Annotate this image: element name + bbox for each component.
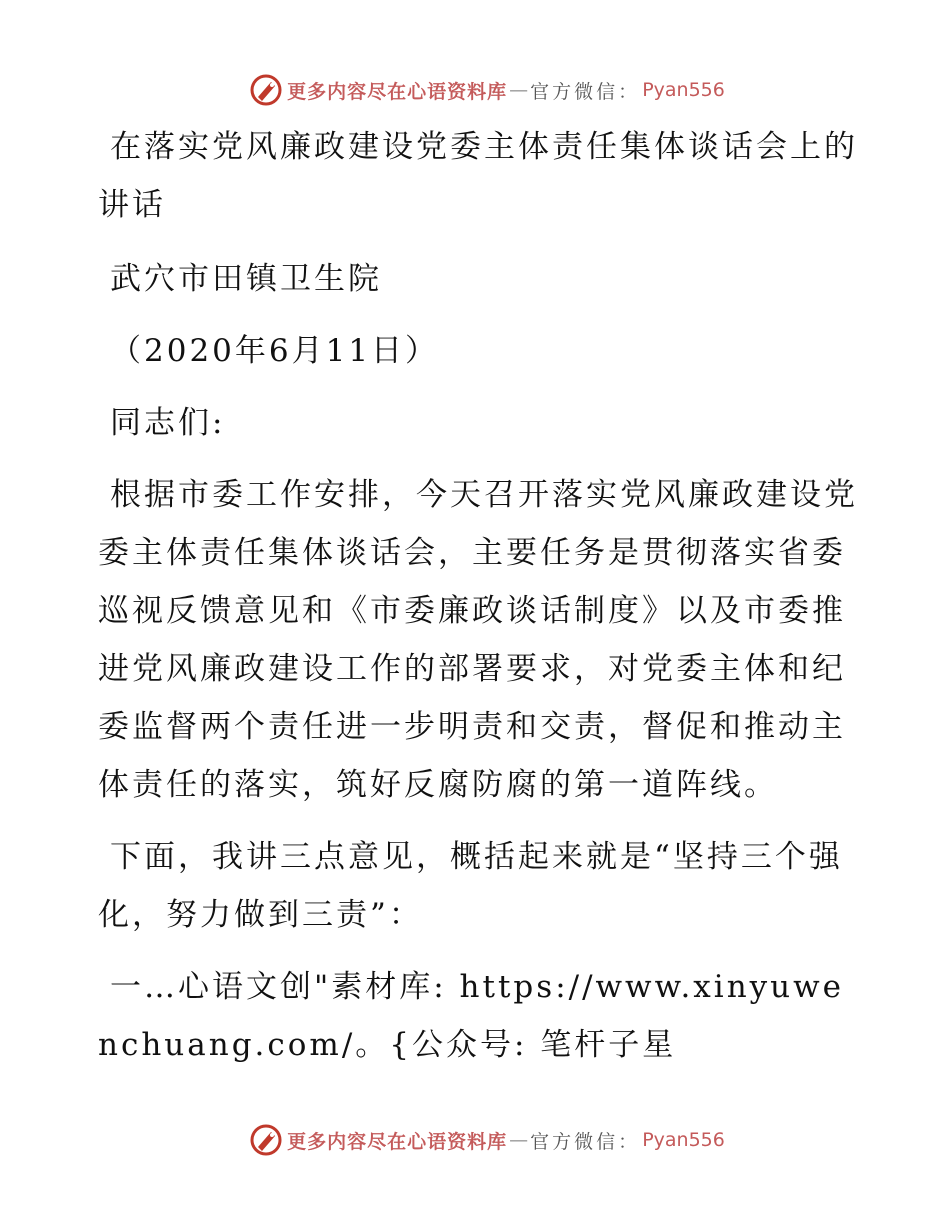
watermark-official-label: 官方微信： (530, 80, 641, 103)
watermark-brand-text: 更多内容尽在心语资料库 (287, 1130, 508, 1153)
watermark-brand-text: 更多内容尽在心语资料库 (287, 80, 508, 103)
watermark-dash: — (509, 1129, 529, 1151)
footer-watermark (0, 1120, 950, 1160)
paragraph-1: 根据市委工作安排，今天召开落实党风廉政建设党委主体责任集体谈话会，主要任务是贯彻落实省委巡视反馈意见和《市委廉政谈话制度》以及市委推进党风廉政建设工作的部署要求，对党委主体和纪委监督两个责任进一步明责和交责，督促和推动主体责任的落实，筑好反腐防腐的第一道阵线。 (98, 477, 858, 803)
source-link-line: 一…心语文创"素材库: https://www.xinyuwenchuang.com/。{公众号: 笔杆子星 (98, 969, 845, 1063)
document-body (98, 118, 858, 1074)
watermark-official-label: 官方微信： (530, 1130, 641, 1153)
salutation: 同志们: (110, 405, 226, 441)
watermark-wechat-id: Pyan556 (642, 1129, 725, 1151)
speech-date: （2020年6月11日） (110, 333, 440, 369)
paragraph-2: 下面，我讲三点意见，概括起来就是“坚持三个强化，努力做到三责”： (98, 839, 843, 933)
document-title: 在落实党风廉政建设党委主体责任集体谈话会上的讲话 (98, 129, 858, 223)
brand-logo-icon (249, 73, 283, 107)
brand-logo-icon (249, 1123, 283, 1157)
organization-name: 武穴市田镇卫生院 (110, 261, 382, 297)
header-watermark (0, 70, 950, 110)
watermark-dash: — (509, 79, 529, 101)
watermark-wechat-id: Pyan556 (642, 79, 725, 101)
